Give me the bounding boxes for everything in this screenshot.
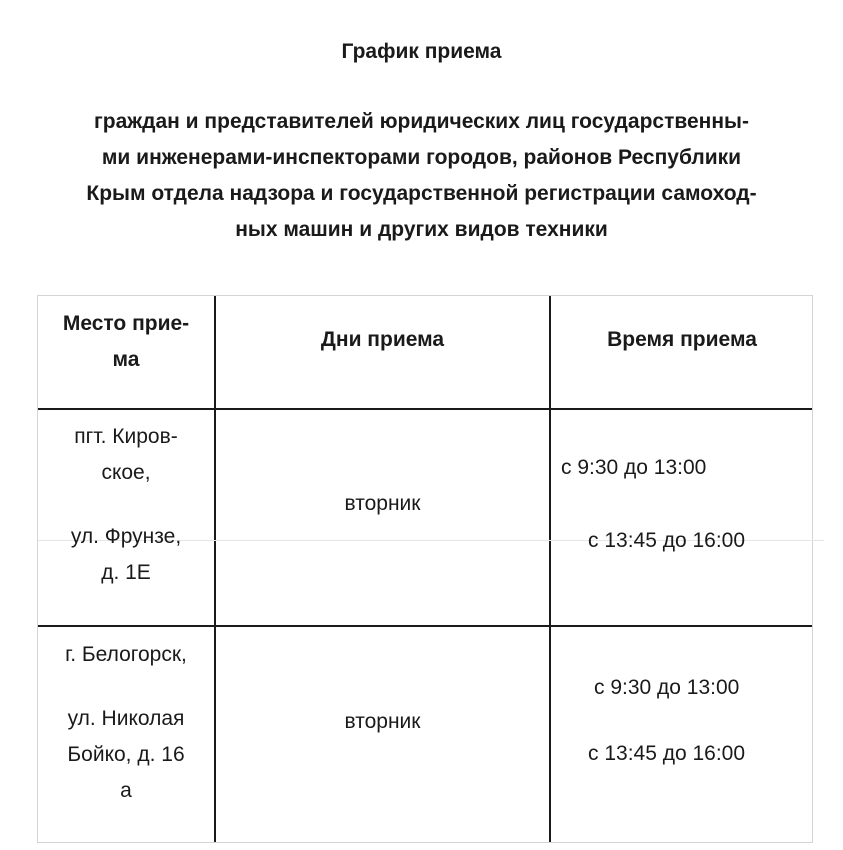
place-line: ул. Николая [67, 707, 185, 730]
row-2-time-1: с 9:30 до 13:00 [594, 676, 740, 699]
column-divider [549, 296, 551, 842]
row-1-place [38, 419, 214, 591]
row-2-time-2: с 13:45 до 16:00 [588, 742, 746, 765]
row-1-time-2: с 13:45 до 16:00 [588, 529, 746, 552]
row-divider [38, 408, 812, 410]
header-time-label: Время приема [607, 328, 757, 351]
subtitle-line: Крым отдела надзора и государственной регистрации самоход- [86, 182, 757, 205]
days-value: вторник [344, 492, 421, 515]
subtitle-line: ми инженерами-инспекторами городов, районов Республики [101, 146, 742, 169]
subtitle-line: ных машин и других видов техники [235, 218, 608, 241]
document-subtitle [30, 104, 813, 248]
header-days [216, 322, 549, 358]
row-1-time-1: с 9:30 до 13:00 [561, 456, 707, 479]
place-line: ское, [101, 461, 151, 484]
schedule-table [37, 295, 813, 843]
place-line: Бойко, д. 16 [67, 743, 185, 766]
place-line: г. Белогорск, [65, 643, 187, 666]
row-1-days [216, 486, 549, 522]
header-days-label: Дни приема [320, 328, 445, 351]
document-title: График приема [341, 40, 502, 63]
column-divider [214, 296, 216, 842]
place-line: д. 1Е [101, 561, 151, 584]
place-line: пгт. Киров- [74, 425, 178, 448]
row-2-days [216, 704, 549, 740]
header-place-line: ма [112, 348, 140, 371]
place-line: ул. Фрунзе, [70, 525, 182, 548]
header-place [38, 306, 214, 378]
subtitle-line: граждан и представителей юридических лиц государственны- [94, 110, 749, 133]
header-place-line: Место прие- [62, 312, 190, 335]
header-time [551, 322, 813, 358]
place-line: а [120, 779, 132, 802]
row-2-place [38, 637, 214, 809]
row-divider [38, 625, 812, 627]
days-value: вторник [344, 710, 421, 733]
